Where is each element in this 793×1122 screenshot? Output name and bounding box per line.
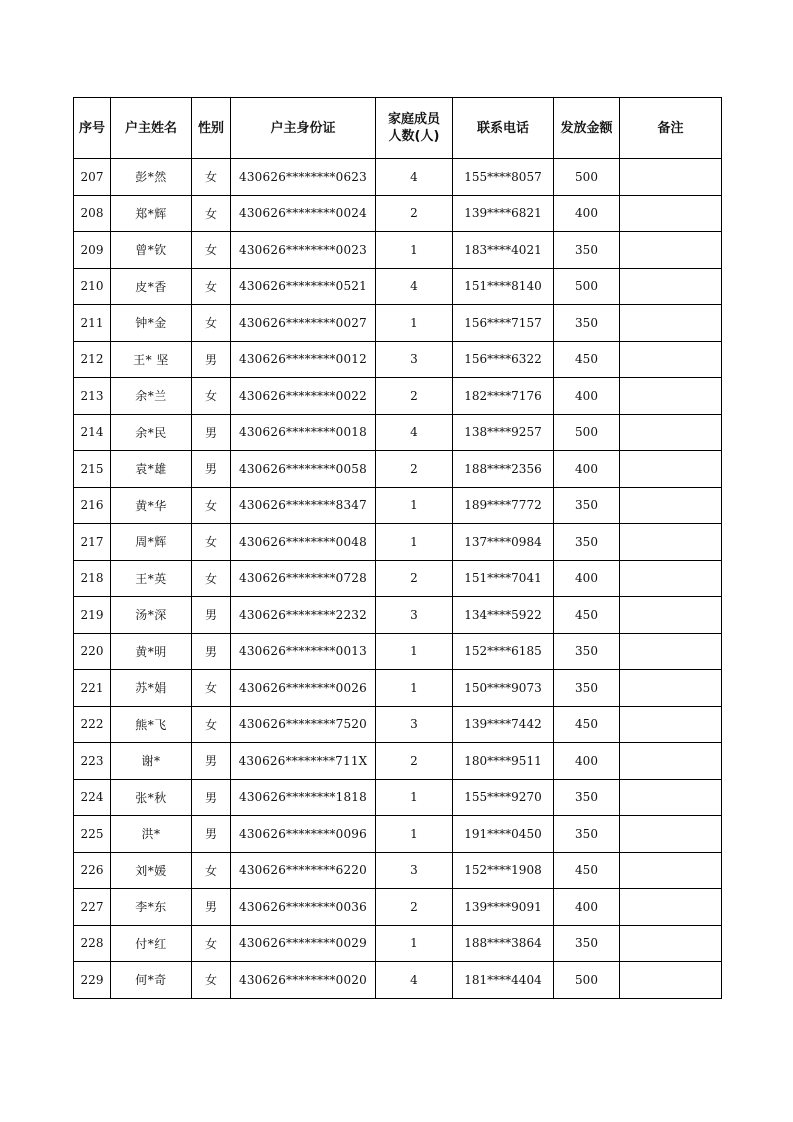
gender-cell: 女 xyxy=(192,195,231,232)
serial-cell: 221 xyxy=(74,670,111,707)
name-cell: 钟*金 xyxy=(111,305,192,342)
family-size-cell: 1 xyxy=(376,305,453,342)
serial-cell: 228 xyxy=(74,925,111,962)
amount-cell: 450 xyxy=(554,706,620,743)
name-cell: 洪* xyxy=(111,816,192,853)
header-phone: 联系电话 xyxy=(453,98,554,159)
amount-cell: 350 xyxy=(554,925,620,962)
header-gender: 性别 xyxy=(192,98,231,159)
serial-cell: 224 xyxy=(74,779,111,816)
name-cell: 王* 坚 xyxy=(111,341,192,378)
amount-cell: 400 xyxy=(554,451,620,488)
serial-cell: 223 xyxy=(74,743,111,780)
gender-cell: 女 xyxy=(192,487,231,524)
phone-cell: 139****6821 xyxy=(453,195,554,232)
family-size-cell: 3 xyxy=(376,597,453,634)
amount-cell: 350 xyxy=(554,524,620,561)
name-cell: 谢* xyxy=(111,743,192,780)
serial-cell: 213 xyxy=(74,378,111,415)
remarks-cell xyxy=(620,779,722,816)
name-cell: 曾*钦 xyxy=(111,232,192,269)
remarks-cell xyxy=(620,925,722,962)
serial-cell: 207 xyxy=(74,159,111,196)
table-row xyxy=(74,925,722,962)
table-body xyxy=(74,159,722,999)
household-roster-table xyxy=(73,97,722,999)
name-cell: 苏*娟 xyxy=(111,670,192,707)
table-row xyxy=(74,597,722,634)
family-size-cell: 4 xyxy=(376,962,453,999)
name-cell: 张*秋 xyxy=(111,779,192,816)
table-row xyxy=(74,706,722,743)
serial-cell: 225 xyxy=(74,816,111,853)
remarks-cell xyxy=(620,487,722,524)
table-row xyxy=(74,560,722,597)
name-cell: 汤*深 xyxy=(111,597,192,634)
family-size-cell: 4 xyxy=(376,268,453,305)
family-size-cell: 4 xyxy=(376,159,453,196)
table-row xyxy=(74,268,722,305)
id-cell: 430626********0728 xyxy=(231,560,376,597)
gender-cell: 女 xyxy=(192,378,231,415)
table-row xyxy=(74,341,722,378)
gender-cell: 女 xyxy=(192,706,231,743)
gender-cell: 女 xyxy=(192,159,231,196)
name-cell: 周*辉 xyxy=(111,524,192,561)
gender-cell: 女 xyxy=(192,232,231,269)
phone-cell: 182****7176 xyxy=(453,378,554,415)
gender-cell: 男 xyxy=(192,414,231,451)
phone-cell: 156****6322 xyxy=(453,341,554,378)
phone-cell: 139****9091 xyxy=(453,889,554,926)
amount-cell: 450 xyxy=(554,597,620,634)
table-row xyxy=(74,743,722,780)
table-row xyxy=(74,779,722,816)
id-cell: 430626********0020 xyxy=(231,962,376,999)
remarks-cell xyxy=(620,195,722,232)
amount-cell: 350 xyxy=(554,779,620,816)
family-size-cell: 1 xyxy=(376,524,453,561)
phone-cell: 188****2356 xyxy=(453,451,554,488)
amount-cell: 350 xyxy=(554,305,620,342)
header-family-size: 家庭成员人数(人) xyxy=(376,98,453,159)
serial-cell: 212 xyxy=(74,341,111,378)
gender-cell: 男 xyxy=(192,451,231,488)
remarks-cell xyxy=(620,633,722,670)
header-remarks: 备注 xyxy=(620,98,722,159)
id-cell: 430626********7520 xyxy=(231,706,376,743)
id-cell: 430626********0018 xyxy=(231,414,376,451)
gender-cell: 女 xyxy=(192,925,231,962)
remarks-cell xyxy=(620,451,722,488)
family-size-cell: 3 xyxy=(376,341,453,378)
phone-cell: 151****8140 xyxy=(453,268,554,305)
family-size-cell: 2 xyxy=(376,743,453,780)
family-size-cell: 1 xyxy=(376,925,453,962)
name-cell: 黄*明 xyxy=(111,633,192,670)
gender-cell: 女 xyxy=(192,670,231,707)
gender-cell: 女 xyxy=(192,305,231,342)
phone-cell: 155****8057 xyxy=(453,159,554,196)
id-cell: 430626********1818 xyxy=(231,779,376,816)
amount-cell: 350 xyxy=(554,816,620,853)
id-cell: 430626********0023 xyxy=(231,232,376,269)
serial-cell: 209 xyxy=(74,232,111,269)
gender-cell: 男 xyxy=(192,743,231,780)
table-row xyxy=(74,633,722,670)
remarks-cell xyxy=(620,305,722,342)
id-cell: 430626********0096 xyxy=(231,816,376,853)
gender-cell: 女 xyxy=(192,268,231,305)
table-row xyxy=(74,451,722,488)
phone-cell: 139****7442 xyxy=(453,706,554,743)
amount-cell: 450 xyxy=(554,341,620,378)
id-cell: 430626********0013 xyxy=(231,633,376,670)
table-row xyxy=(74,889,722,926)
id-cell: 430626********2232 xyxy=(231,597,376,634)
phone-cell: 181****4404 xyxy=(453,962,554,999)
remarks-cell xyxy=(620,378,722,415)
phone-cell: 137****0984 xyxy=(453,524,554,561)
name-cell: 熊*飞 xyxy=(111,706,192,743)
gender-cell: 男 xyxy=(192,816,231,853)
family-size-cell: 1 xyxy=(376,779,453,816)
remarks-cell xyxy=(620,816,722,853)
amount-cell: 350 xyxy=(554,487,620,524)
family-size-cell: 1 xyxy=(376,232,453,269)
serial-cell: 211 xyxy=(74,305,111,342)
phone-cell: 152****6185 xyxy=(453,633,554,670)
amount-cell: 350 xyxy=(554,670,620,707)
gender-cell: 男 xyxy=(192,633,231,670)
id-cell: 430626********0048 xyxy=(231,524,376,561)
phone-cell: 152****1908 xyxy=(453,852,554,889)
id-cell: 430626********0623 xyxy=(231,159,376,196)
table-row xyxy=(74,670,722,707)
amount-cell: 350 xyxy=(554,633,620,670)
serial-cell: 227 xyxy=(74,889,111,926)
remarks-cell xyxy=(620,706,722,743)
amount-cell: 500 xyxy=(554,159,620,196)
id-cell: 430626********0012 xyxy=(231,341,376,378)
family-size-cell: 2 xyxy=(376,195,453,232)
remarks-cell xyxy=(620,268,722,305)
table-row xyxy=(74,378,722,415)
family-size-cell: 2 xyxy=(376,451,453,488)
name-cell: 皮*香 xyxy=(111,268,192,305)
amount-cell: 350 xyxy=(554,232,620,269)
family-size-cell: 3 xyxy=(376,706,453,743)
serial-cell: 214 xyxy=(74,414,111,451)
name-cell: 李*东 xyxy=(111,889,192,926)
family-size-cell: 1 xyxy=(376,816,453,853)
table-row xyxy=(74,305,722,342)
id-cell: 430626********0058 xyxy=(231,451,376,488)
family-size-cell: 1 xyxy=(376,633,453,670)
gender-cell: 男 xyxy=(192,779,231,816)
amount-cell: 400 xyxy=(554,743,620,780)
document-page xyxy=(73,97,721,999)
name-cell: 黄*华 xyxy=(111,487,192,524)
id-cell: 430626********0026 xyxy=(231,670,376,707)
table-row xyxy=(74,487,722,524)
amount-cell: 400 xyxy=(554,195,620,232)
gender-cell: 女 xyxy=(192,524,231,561)
id-cell: 430626********711X xyxy=(231,743,376,780)
serial-cell: 208 xyxy=(74,195,111,232)
id-cell: 430626********0036 xyxy=(231,889,376,926)
amount-cell: 400 xyxy=(554,889,620,926)
family-size-cell: 1 xyxy=(376,670,453,707)
serial-cell: 220 xyxy=(74,633,111,670)
table-row xyxy=(74,159,722,196)
phone-cell: 134****5922 xyxy=(453,597,554,634)
family-size-cell: 1 xyxy=(376,487,453,524)
serial-cell: 215 xyxy=(74,451,111,488)
remarks-cell xyxy=(620,341,722,378)
table-row xyxy=(74,962,722,999)
remarks-cell xyxy=(620,524,722,561)
table-row xyxy=(74,852,722,889)
header-serial-number: 序号 xyxy=(74,98,111,159)
serial-cell: 210 xyxy=(74,268,111,305)
phone-cell: 183****4021 xyxy=(453,232,554,269)
family-size-cell: 3 xyxy=(376,852,453,889)
id-cell: 430626********0022 xyxy=(231,378,376,415)
gender-cell: 女 xyxy=(192,962,231,999)
name-cell: 彭*然 xyxy=(111,159,192,196)
serial-cell: 229 xyxy=(74,962,111,999)
name-cell: 余*兰 xyxy=(111,378,192,415)
serial-cell: 217 xyxy=(74,524,111,561)
id-cell: 430626********0024 xyxy=(231,195,376,232)
table-row xyxy=(74,524,722,561)
table-row xyxy=(74,816,722,853)
table-header-row xyxy=(74,98,722,159)
amount-cell: 500 xyxy=(554,268,620,305)
header-amount: 发放金额 xyxy=(554,98,620,159)
remarks-cell xyxy=(620,743,722,780)
amount-cell: 400 xyxy=(554,560,620,597)
id-cell: 430626********0027 xyxy=(231,305,376,342)
id-cell: 430626********6220 xyxy=(231,852,376,889)
remarks-cell xyxy=(620,962,722,999)
remarks-cell xyxy=(620,597,722,634)
name-cell: 郑*辉 xyxy=(111,195,192,232)
id-cell: 430626********8347 xyxy=(231,487,376,524)
amount-cell: 400 xyxy=(554,378,620,415)
remarks-cell xyxy=(620,232,722,269)
phone-cell: 155****9270 xyxy=(453,779,554,816)
phone-cell: 188****3864 xyxy=(453,925,554,962)
phone-cell: 180****9511 xyxy=(453,743,554,780)
name-cell: 王*英 xyxy=(111,560,192,597)
name-cell: 袁*雄 xyxy=(111,451,192,488)
gender-cell: 女 xyxy=(192,560,231,597)
id-cell: 430626********0521 xyxy=(231,268,376,305)
remarks-cell xyxy=(620,560,722,597)
remarks-cell xyxy=(620,852,722,889)
gender-cell: 男 xyxy=(192,341,231,378)
phone-cell: 156****7157 xyxy=(453,305,554,342)
phone-cell: 151****7041 xyxy=(453,560,554,597)
header-id-number: 户主身份证 xyxy=(231,98,376,159)
header-householder-name: 户主姓名 xyxy=(111,98,192,159)
phone-cell: 150****9073 xyxy=(453,670,554,707)
family-size-cell: 4 xyxy=(376,414,453,451)
phone-cell: 189****7772 xyxy=(453,487,554,524)
phone-cell: 191****0450 xyxy=(453,816,554,853)
family-size-cell: 2 xyxy=(376,560,453,597)
table-row xyxy=(74,414,722,451)
id-cell: 430626********0029 xyxy=(231,925,376,962)
serial-cell: 219 xyxy=(74,597,111,634)
remarks-cell xyxy=(620,159,722,196)
serial-cell: 218 xyxy=(74,560,111,597)
amount-cell: 500 xyxy=(554,414,620,451)
remarks-cell xyxy=(620,670,722,707)
name-cell: 付*红 xyxy=(111,925,192,962)
remarks-cell xyxy=(620,889,722,926)
amount-cell: 450 xyxy=(554,852,620,889)
family-size-cell: 2 xyxy=(376,889,453,926)
gender-cell: 女 xyxy=(192,852,231,889)
table-row xyxy=(74,195,722,232)
name-cell: 刘*媛 xyxy=(111,852,192,889)
amount-cell: 500 xyxy=(554,962,620,999)
family-size-cell: 2 xyxy=(376,378,453,415)
serial-cell: 222 xyxy=(74,706,111,743)
gender-cell: 男 xyxy=(192,597,231,634)
remarks-cell xyxy=(620,414,722,451)
serial-cell: 226 xyxy=(74,852,111,889)
phone-cell: 138****9257 xyxy=(453,414,554,451)
gender-cell: 男 xyxy=(192,889,231,926)
name-cell: 余*民 xyxy=(111,414,192,451)
table-row xyxy=(74,232,722,269)
name-cell: 何*奇 xyxy=(111,962,192,999)
serial-cell: 216 xyxy=(74,487,111,524)
